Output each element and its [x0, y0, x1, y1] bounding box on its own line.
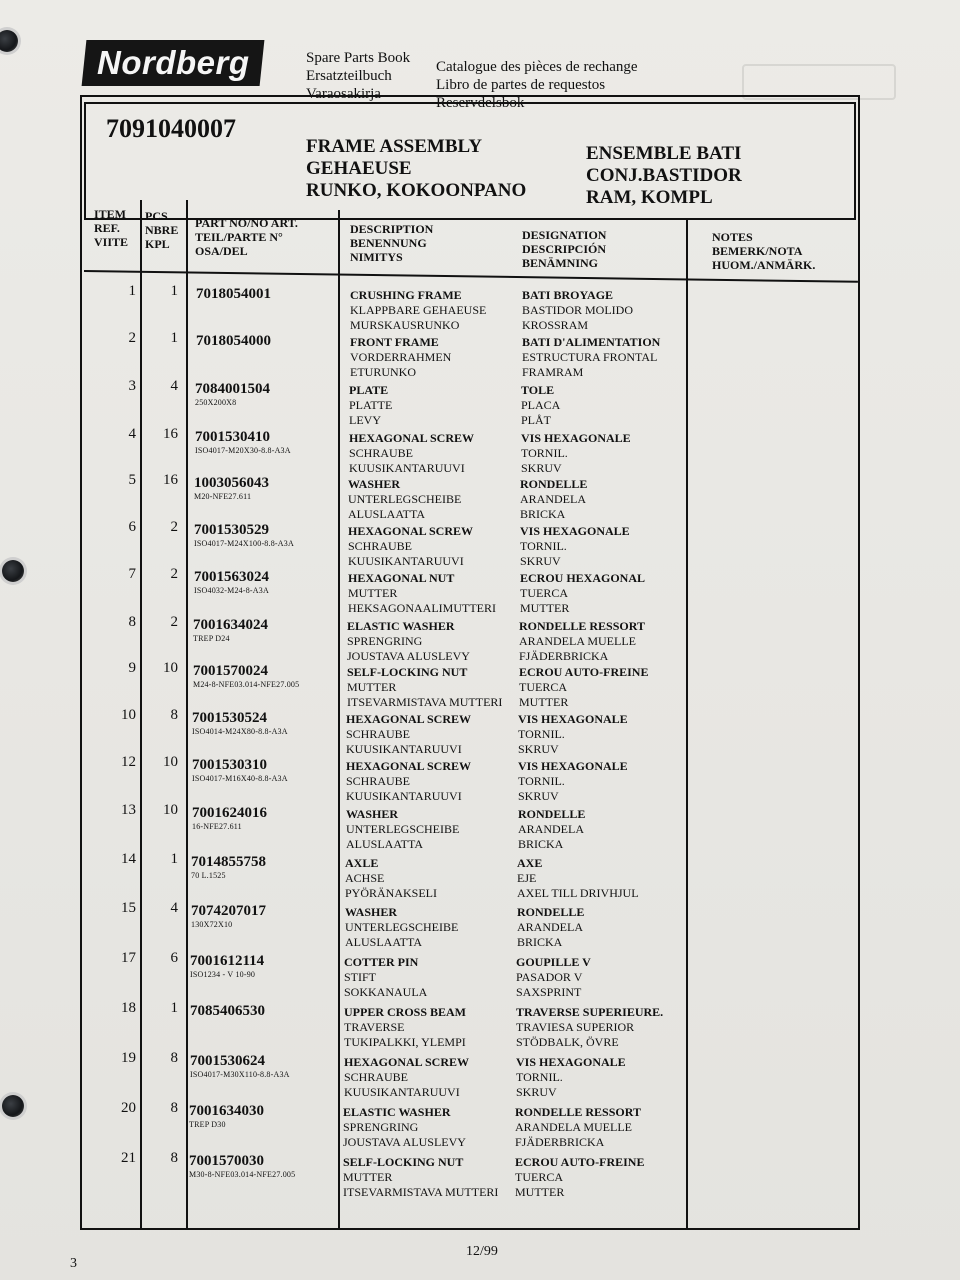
description: ELASTIC WASHER SPRENGRING JOUSTAVA ALUSLEVY: [347, 619, 470, 663]
part-number: 7001612114: [190, 953, 265, 969]
table-row: [84, 378, 854, 427]
part-number: 7001634024: [193, 617, 268, 633]
quantity: 10: [163, 802, 178, 818]
part-spec: M20-NFE27.611: [194, 492, 252, 501]
part-number: 7014855758: [191, 854, 266, 870]
part-number: 7018054001: [196, 286, 271, 302]
table-row: [84, 1150, 854, 1199]
book-title: Varaosakirja: [306, 86, 381, 102]
part-number: 7001530310: [192, 757, 267, 773]
table-row: [84, 660, 854, 709]
part-spec: 250X200X8: [195, 398, 237, 407]
assembly-name: FRAME ASSEMBLY: [306, 136, 483, 157]
quantity: 2: [170, 566, 178, 582]
part-number: 7001563024: [194, 569, 269, 585]
assembly-number: 7091040007: [106, 114, 236, 143]
item-ref: 17: [121, 950, 136, 966]
item-ref: 21: [121, 1150, 136, 1166]
part-number: 7001530524: [192, 710, 267, 726]
footer-number: 3: [70, 1256, 77, 1271]
book-title: Spare Parts Book: [306, 50, 411, 66]
designation: BATI BROYAGE BASTIDOR MOLIDO KROSSRAM: [522, 288, 633, 332]
part-number: 7001570024: [193, 663, 268, 679]
table-row: [84, 426, 854, 475]
col-header-pcs: PCS NBRE KPL: [145, 209, 179, 251]
designation: RONDELLE ARANDELA BRICKA: [517, 905, 585, 949]
quantity: 8: [170, 1100, 178, 1116]
part-number: 7001634030: [189, 1103, 264, 1119]
description: HEXAGONAL SCREW SCHRAUBE KUUSIKANTARUUVI: [348, 524, 474, 568]
designation: ECROU AUTO-FREINE TUERCA MUTTER: [515, 1155, 645, 1199]
book-title: Reservdelsbok: [436, 95, 525, 111]
table-row: [84, 472, 854, 521]
table-row: [84, 851, 854, 900]
designation: RONDELLE RESSORT ARANDELA MUELLE FJÄDERBRICKA: [515, 1105, 641, 1149]
description: AXLE ACHSE PYÖRÄNAKSELI: [345, 856, 438, 900]
designation: ECROU HEXAGONAL TUERCA MUTTER: [520, 571, 646, 615]
book-title: Libro de partes de requestos: [436, 77, 606, 93]
table-row: [84, 1000, 854, 1049]
quantity: 6: [170, 950, 178, 966]
description: HEXAGONAL NUT MUTTER HEKSAGONAALIMUTTERI: [348, 571, 496, 615]
part-spec: ISO4014-M24X80-8.8-A3A: [192, 727, 288, 736]
item-ref: 15: [121, 900, 136, 916]
quantity: 1: [170, 1000, 178, 1016]
item-ref: 19: [121, 1050, 136, 1066]
table-row: [84, 330, 854, 379]
assembly-names-right: [586, 143, 742, 209]
quantity: 10: [163, 754, 178, 770]
item-ref: 20: [121, 1100, 136, 1116]
designation: RONDELLE ARANDELA BRICKA: [518, 807, 586, 851]
designation: GOUPILLE V PASADOR V SAXSPRINT: [516, 955, 591, 999]
table-row: [84, 519, 854, 568]
part-number: 7001624016: [192, 805, 267, 821]
quantity: 1: [170, 851, 178, 867]
part-spec: ISO4032-M24-8-A3A: [194, 586, 269, 595]
designation: TRAVERSE SUPERIEURE. TRAVIESA SUPERIOR STÖDBALK, ÖVRE: [516, 1005, 664, 1049]
quantity: 1: [170, 330, 178, 346]
description: COTTER PIN STIFT SOKKANAULA: [344, 955, 428, 999]
quantity: 8: [170, 1050, 178, 1066]
assembly-names-left: [306, 136, 526, 202]
item-ref: 9: [128, 660, 136, 676]
item-ref: 13: [121, 802, 136, 818]
table-row: [84, 1050, 854, 1099]
item-ref: 12: [121, 754, 136, 770]
col-header-notes: NOTES BEMERK/NOTA HUOM./ANMÄRK.: [712, 230, 816, 272]
description: HEXAGONAL SCREW SCHRAUBE KUUSIKANTARUUVI: [349, 431, 475, 475]
part-number: 7074207017: [191, 903, 266, 919]
designation: VIS HEXAGONALE TORNIL. SKRUV: [518, 712, 628, 756]
col-header-designation: DESIGNATION DESCRIPCIÓN BENÄMNING: [522, 228, 607, 270]
description: SELF-LOCKING NUT MUTTER ITSEVARMISTAVA MUTTERI: [343, 1155, 499, 1199]
book-title: Ersatzteilbuch: [306, 68, 392, 84]
quantity: 10: [163, 660, 178, 676]
book-title: Catalogue des pièces de rechange: [436, 59, 638, 75]
part-spec: 16-NFE27.611: [192, 822, 242, 831]
description: HEXAGONAL SCREW SCHRAUBE KUUSIKANTARUUVI: [346, 759, 472, 803]
quantity: 16: [163, 472, 178, 488]
item-ref: 4: [128, 426, 136, 442]
designation: TOLE PLACA PLÅT: [521, 383, 561, 427]
assembly-name: RUNKO, KOKOONPANO: [306, 180, 527, 201]
part-spec: ISO4017-M16X40-8.8-A3A: [192, 774, 288, 783]
quantity: 1: [170, 283, 178, 299]
table-row: [84, 1100, 854, 1149]
part-spec: M30-8-NFE03.014-NFE27.005: [189, 1170, 296, 1179]
part-spec: ISO4017-M20X30-8.8-A3A: [195, 446, 291, 455]
table-row: [84, 754, 854, 803]
nordberg-logo: Nordberg: [82, 40, 265, 86]
item-ref: 2: [128, 330, 136, 346]
quantity: 8: [170, 707, 178, 723]
page-number: 12/99: [466, 1244, 498, 1259]
designation: VIS HEXAGONALE TORNIL. SKRUV: [518, 759, 628, 803]
designation: RONDELLE ARANDELA BRICKA: [520, 477, 588, 521]
part-spec: TREP D30: [189, 1120, 226, 1129]
part-number: 7085406530: [190, 1003, 265, 1019]
assembly-name: RAM, KOMPL: [586, 187, 713, 208]
part-number: 7001530529: [194, 522, 269, 538]
punch-hole-middle: [2, 560, 24, 582]
part-spec: ISO1234 - V 10-90: [190, 970, 256, 979]
description: PLATE PLATTE LEVY: [349, 383, 393, 427]
table-row: [84, 283, 854, 332]
part-number: 7001570030: [189, 1153, 264, 1169]
punch-hole-bottom: [2, 1095, 24, 1117]
description: WASHER UNTERLEGSCHEIBE ALUSLAATTA: [348, 477, 462, 521]
part-spec: ISO4017-M30X110-8.8-A3A: [190, 1070, 290, 1079]
quantity: 2: [170, 519, 178, 535]
designation: VIS HEXAGONALE TORNIL. SKRUV: [521, 431, 631, 475]
table-row: [84, 950, 854, 999]
item-ref: 18: [121, 1000, 136, 1016]
table-row: [84, 707, 854, 756]
assembly-name: GEHAEUSE: [306, 158, 412, 179]
quantity: 8: [170, 1150, 178, 1166]
table-row: [84, 802, 854, 851]
description: ELASTIC WASHER SPRENGRING JOUSTAVA ALUSLEVY: [343, 1105, 466, 1149]
item-ref: 3: [128, 378, 136, 394]
part-number: 7001530624: [190, 1053, 265, 1069]
quantity: 4: [170, 900, 178, 916]
table-row: [84, 614, 854, 663]
part-number: 1003056043: [194, 475, 269, 491]
description: HEXAGONAL SCREW SCHRAUBE KUUSIKANTARUUVI: [344, 1055, 470, 1099]
description: FRONT FRAME VORDERRAHMEN ETURUNKO: [350, 335, 452, 379]
description: WASHER UNTERLEGSCHEIBE ALUSLAATTA: [345, 905, 459, 949]
part-number: 7084001504: [195, 381, 270, 397]
designation: VIS HEXAGONALE TORNIL. SKRUV: [516, 1055, 626, 1099]
designation: BATI D'ALIMENTATION ESTRUCTURA FRONTAL FRAMRAM: [522, 335, 661, 379]
item-ref: 5: [128, 472, 136, 488]
assembly-name: CONJ.BASTIDOR: [586, 165, 742, 186]
col-header-partno: PART NO/NO ART. TEIL/PARTE N° OSA/DEL: [195, 216, 298, 258]
description: SELF-LOCKING NUT MUTTER ITSEVARMISTAVA MUTTERI: [347, 665, 503, 709]
part-number: 7018054000: [196, 333, 271, 349]
part-spec: 130X72X10: [191, 920, 233, 929]
table-row: [84, 900, 854, 949]
item-ref: 7: [128, 566, 136, 582]
item-ref: 10: [121, 707, 136, 723]
table-row: [84, 566, 854, 615]
col-header-item: ITEM REF. VIITE: [94, 207, 129, 249]
item-ref: 6: [128, 519, 136, 535]
designation: VIS HEXAGONALE TORNIL. SKRUV: [520, 524, 630, 568]
description: HEXAGONAL SCREW SCHRAUBE KUUSIKANTARUUVI: [346, 712, 472, 756]
description: CRUSHING FRAME KLAPPBARE GEHAEUSE MURSKAUSRUNKO: [350, 288, 487, 332]
quantity: 16: [163, 426, 178, 442]
part-spec: M24-8-NFE03.014-NFE27.005: [193, 680, 300, 689]
item-ref: 1: [128, 283, 136, 299]
part-spec: ISO4017-M24X100-8.8-A3A: [194, 539, 294, 548]
item-ref: 14: [121, 851, 136, 867]
col-header-description: DESCRIPTION BENENNUNG NIMITYS: [350, 222, 434, 264]
item-ref: 8: [128, 614, 136, 630]
designation: AXE EJE AXEL TILL DRIVHJUL: [517, 856, 639, 900]
part-spec: TREP D24: [193, 634, 230, 643]
designation: RONDELLE RESSORT ARANDELA MUELLE FJÄDERBRICKA: [519, 619, 645, 663]
assembly-name: ENSEMBLE BATI: [586, 143, 742, 164]
designation: ECROU AUTO-FREINE TUERCA MUTTER: [519, 665, 649, 709]
description: UPPER CROSS BEAM TRAVERSE TUKIPALKKI, YLEMPI: [344, 1005, 467, 1049]
quantity: 4: [170, 378, 178, 394]
part-spec: 70 L.1525: [191, 871, 226, 880]
part-number: 7001530410: [195, 429, 270, 445]
quantity: 2: [170, 614, 178, 630]
description: WASHER UNTERLEGSCHEIBE ALUSLAATTA: [346, 807, 460, 851]
